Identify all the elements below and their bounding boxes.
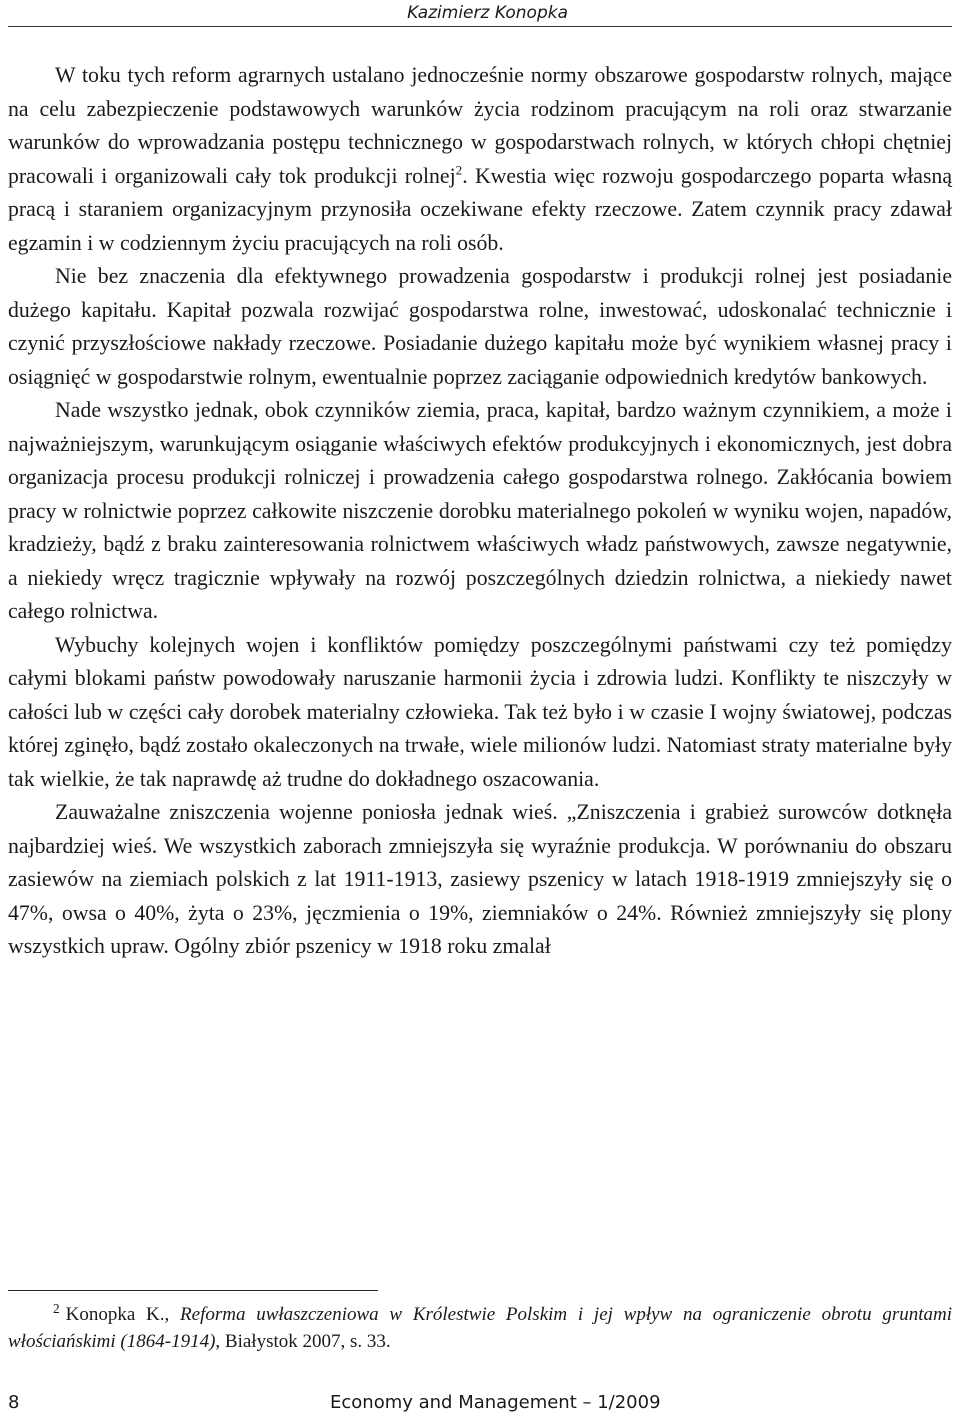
- paragraph-5: Zauważalne zniszczenia wojenne poniosła jednak wieś. „Zniszczenia i grabież surowców dotknęła najbardziej wieś. We wszystkich zaborach zmniejszyła się wyraźnie produkcja. W porównaniu do obszaru zasiewów na ziemiach polskich z lat 1911-1913, zasiewy pszenicy w latach 1918-1919 zmniejszyły się o 47%, owsa o 40%, żyta o 23%, jęczmienia o 19%, ziemniaków o 24%. Również zmniejszyły się plony wszystkich upraw. Ogólny zbiór pszenicy w 1918 roku zmalał: [8, 800, 952, 958]
- footnote-author: Konopka K.,: [65, 1304, 170, 1325]
- paragraph-1-text: W toku tych reform agrarnych ustalano jednocześnie normy obszarowe gospodarstw rolnych, mające na celu zabezpieczenie podstawowych warunków życia rodzinom pracującym na roli oraz stwarzanie warunków do wprowadzania postępu technicznego w gospodarstwach rolnych, w których chłopi chętniej pracowali i organizowali cały tok produkcji rolnej: [8, 63, 952, 188]
- footnote: [8, 1301, 952, 1355]
- page-number: 8: [8, 1392, 20, 1413]
- author-name: Kazimierz Konopka: [407, 3, 568, 23]
- journal-name: Economy and Management – 1/2009: [330, 1392, 661, 1413]
- page-footer: [0, 1388, 960, 1418]
- paragraph-4: Wybuchy kolejnych wojen i konfliktów pomiędzy poszczególnymi państwami czy też pomiędzy całymi blokami państw powodowały naruszanie harmonii życia i zdrowia ludzi. Konflikty te niszczyły w całości lub w części cały dorobek materialny człowieka. Tak też było i w czasie I wojny światowej, podczas której zginęło, bądź zostało okaleczonych na trwałe, wiele milionów ludzi. Natomiast straty materialne były tak wielkie, że tak naprawdę aż trudne do dokładnego oszacowania.: [8, 632, 952, 791]
- paragraph-1-continuation: . Kwestia więc rozwoju gospodarczego poparta własną pracą i staraniem organizacyjnym przynosiła oczekiwane efekty rzeczowe. Zatem czynnik pracy zdawał egzamin i w codziennym życiu pracujących na roli osób.: [8, 163, 952, 255]
- footnote-reference: 2: [455, 162, 463, 178]
- paragraph-1: [8, 59, 952, 260]
- running-head: [0, 0, 960, 26]
- paragraph-3: Nade wszystko jednak, obok czynników ziemia, praca, kapitał, bardzo ważnym czynnikiem, a może i najważniejszym, warunkującym osiąganie właściwych efektów produkcyjnych i ekonomicznych, jest dobra organizacja procesu produkcji rolniczej i prowadzenia całego gospodarstwa rolnego. Zakłócania bowiem pracy w rolnictwie poprzez całkowite niszczenie dorobku materialnego pokoleń w wyniku wojen, napadów, kradzieży, bądź z braku zainteresowania rolnictwem właściwych władz państwowych, zawsze negatywnie, a niekiedy wręcz tragicznie wpływały na rozwój poszczególnych dziedzin rolnictwa, a niekiedy nawet całego rolnictwa.: [8, 398, 952, 623]
- footnote-publication: , Białystok 2007, s. 33.: [215, 1331, 391, 1352]
- article-body: [8, 59, 952, 964]
- footnote-number: 2: [53, 1300, 60, 1316]
- footnote-title: Reforma uwłaszczeniowa w Królestwie Polskim i jej wpływ na ograniczenie obrotu gruntami włościańskimi (1864-1914): [8, 1304, 952, 1352]
- paragraph-2: Nie bez znaczenia dla efektywnego prowadzenia gospodarstw i produkcji rolnej jest posiadanie dużego kapitału. Kapitał pozwala rozwijać gospodarstwa rolne, inwestować, udoskonalać technicznie i czynić przyszłościowe nakłady rzeczowe. Posiadanie dużego kapitału może być wynikiem własnej pracy i osiągnięć w gospodarstwie rolnym, ewentualnie poprzez zaciąganie odpowiednich kredytów bankowych.: [8, 264, 952, 389]
- footnote-divider: [8, 1290, 378, 1291]
- header-divider: [8, 26, 952, 27]
